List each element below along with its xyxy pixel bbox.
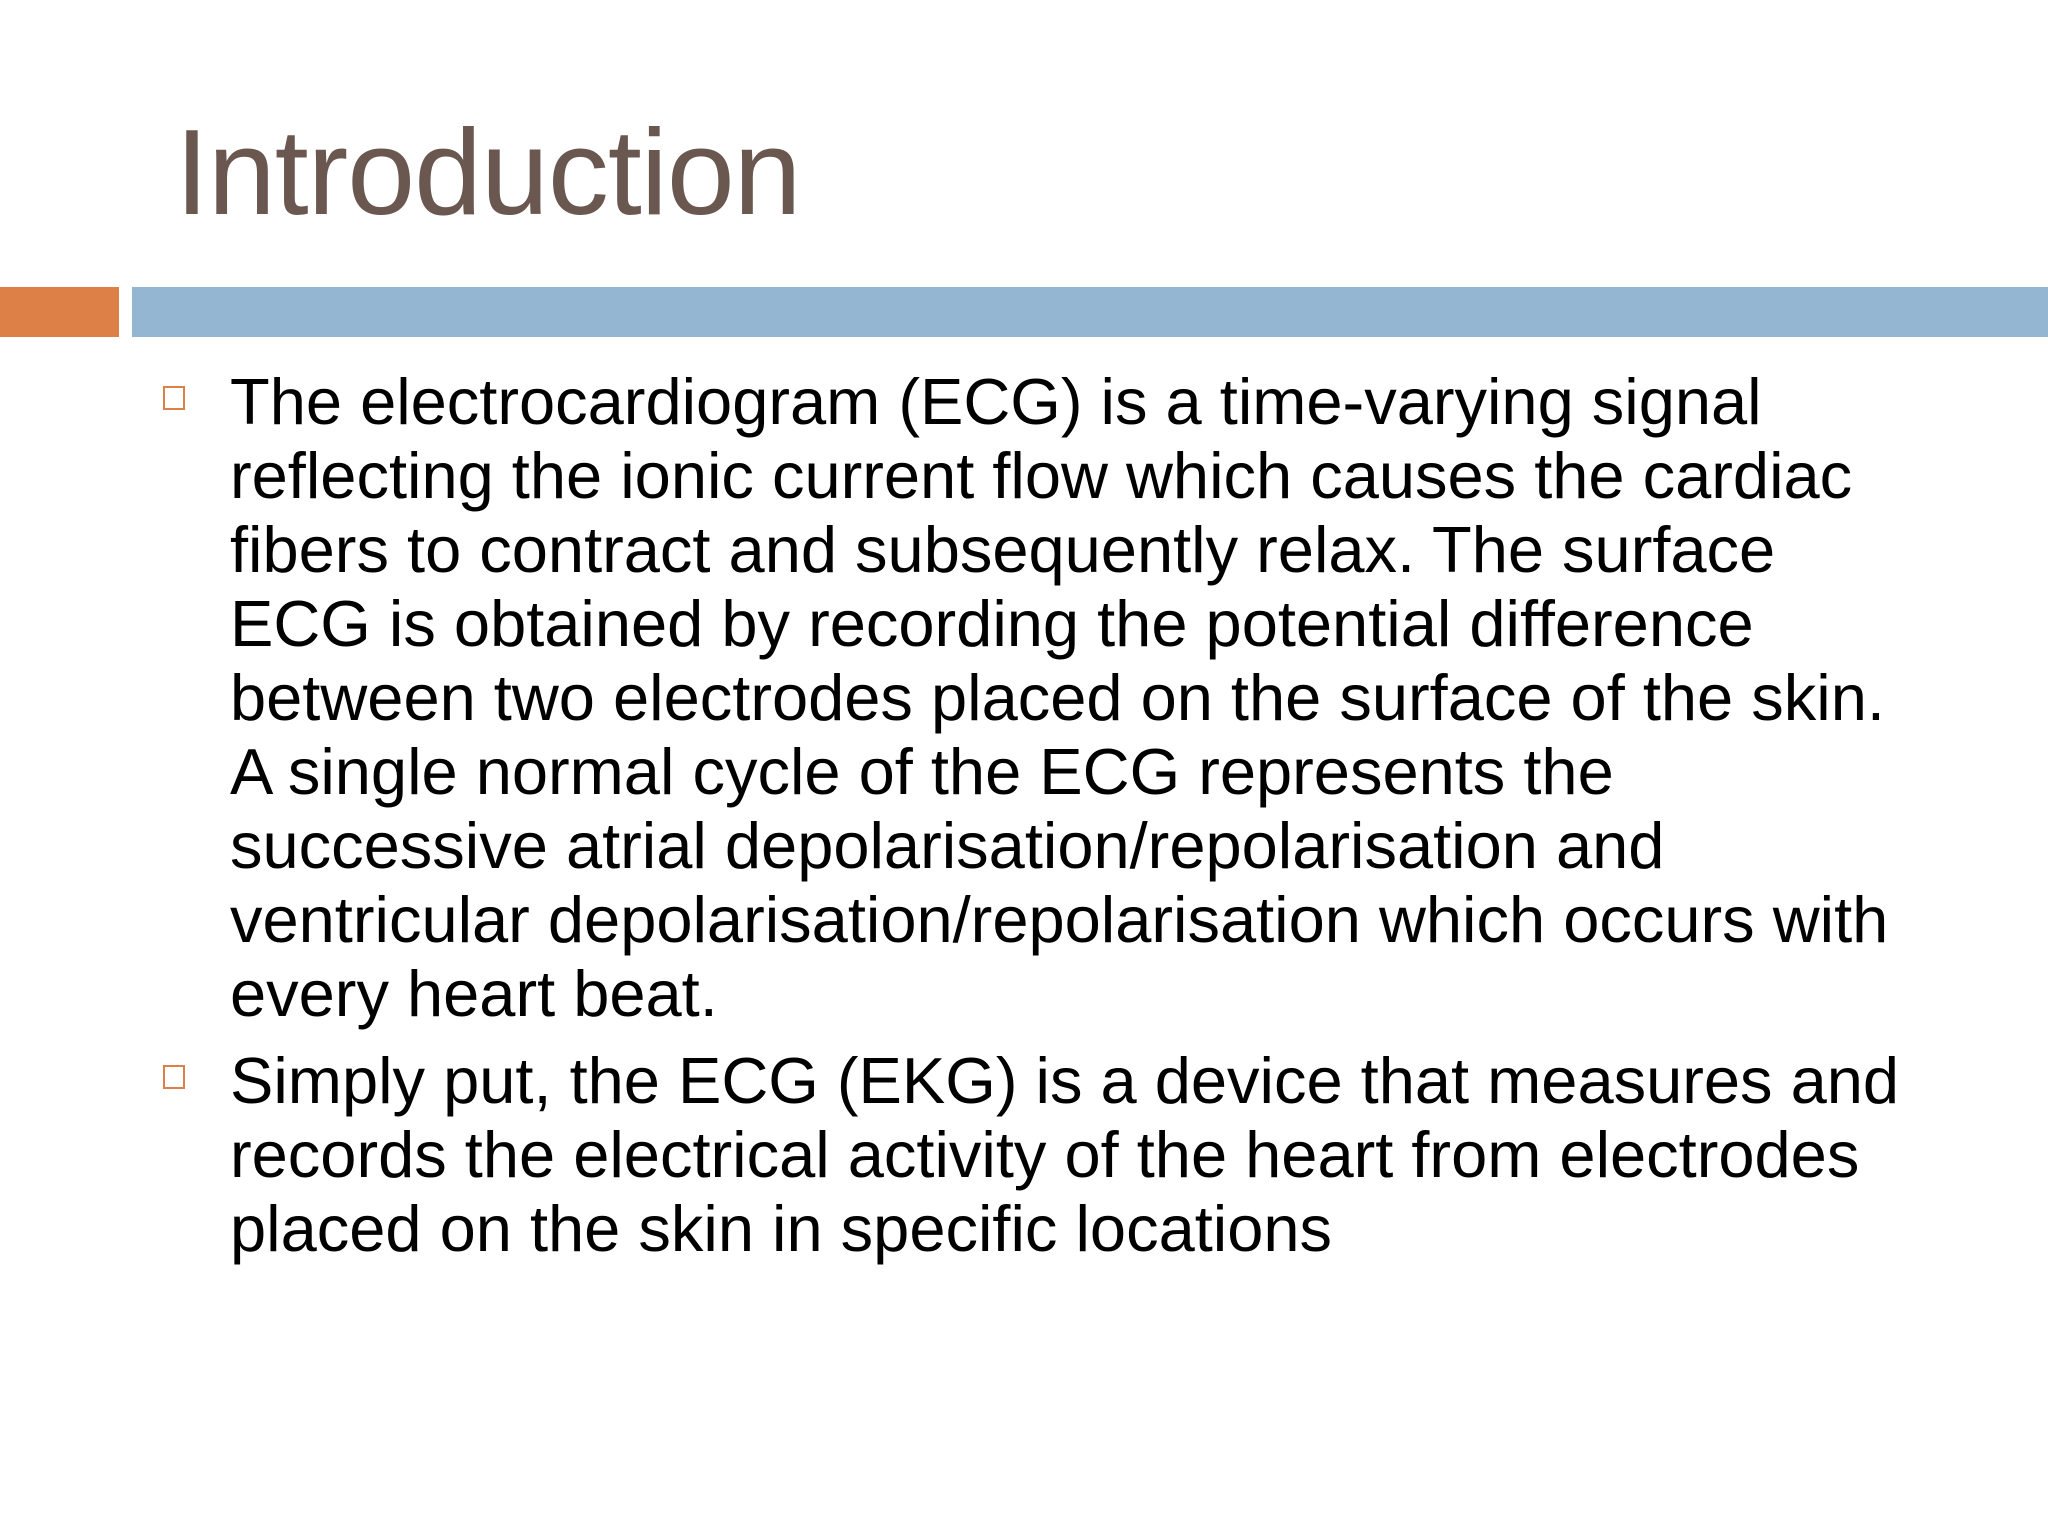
bullet-item <box>155 1044 1930 1266</box>
accent-bar-blue <box>132 287 2048 337</box>
bullet-list <box>155 365 1955 1279</box>
square-bullet-icon <box>163 1065 185 1089</box>
bullet-text: The electrocardiogram (ECG) is a time-varying signal reflecting the ionic current flow which causes the cardiac fibers to contract and subsequently relax. The surface ECG is obtained by recording the potential difference between two electrodes placed on the surface of the skin. A single normal cycle of the ECG represents the successive atrial depolarisation/repolarisation and ventricular depolarisation/repolarisation which occurs with every heart beat. <box>230 365 1889 1030</box>
slide-title: Introduction <box>175 104 801 240</box>
bullet-text: Simply put, the ECG (EKG) is a device that measures and records the electrical activity of the heart from electrodes placed on the skin in specific locations <box>230 1044 1900 1265</box>
bullet-item <box>155 365 1930 1031</box>
square-bullet-icon <box>163 386 185 410</box>
accent-bar-orange <box>0 287 119 337</box>
